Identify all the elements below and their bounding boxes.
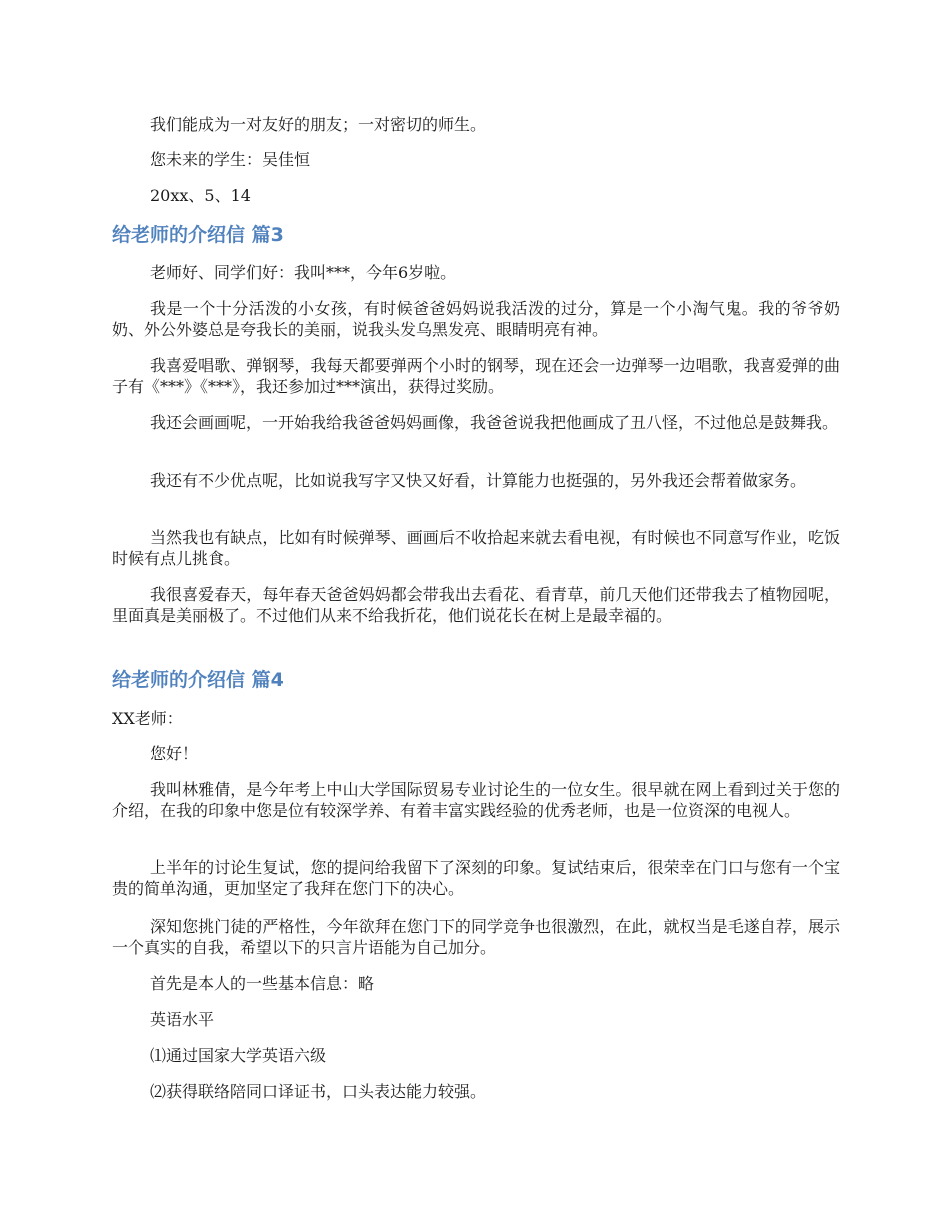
paragraph: 当然我也有缺点，比如有时候弹琴、画画后不收拾起来就去看电视，有时候也不同意写作业，吃饭时候有点儿挑食。 bbox=[112, 528, 840, 568]
paragraph: 我们能成为一对友好的朋友；一对密切的师生。 bbox=[150, 115, 487, 134]
list-item: ⑴通过国家大学英语六级 bbox=[150, 1046, 327, 1065]
salutation: XX老师： bbox=[112, 709, 183, 728]
section-heading-4: 给老师的介绍信 篇4 bbox=[112, 669, 284, 691]
paragraph: 我还会画画呢，一开始我给我爸爸妈妈画像，我爸爸说我把他画成了丑八怪，不过他总是鼓舞我。 bbox=[150, 413, 839, 432]
paragraph: 我很喜爱春天，每年春天爸爸妈妈都会带我出去看花、看青草，前几天他们还带我去了植物园呢，里面真是美丽极了。不过他们从来不给我折花，他们说花长在树上是最幸福的。 bbox=[112, 585, 840, 625]
paragraph: 我是一个十分活泼的小女孩，有时候爸爸妈妈说我活泼的过分，算是一个小淘气鬼。我的爷爷奶奶、外公外婆总是夸我长的美丽，说我头发乌黑发亮、眼睛明亮有神。 bbox=[112, 299, 840, 339]
list-item: ⑵获得联络陪同口译证书，口头表达能力较强。 bbox=[150, 1082, 487, 1101]
paragraph: 我还有不少优点呢，比如说我写字又快又好看，计算能力也挺强的，另外我还会帮着做家务。 bbox=[150, 471, 807, 490]
paragraph: 我喜爱唱歌、弹钢琴，我每天都要弹两个小时的钢琴，现在还会一边弹琴一边唱歌，我喜爱弹的曲子有《***》《***》，我还参加过***演出，获得过奖励。 bbox=[112, 356, 840, 396]
section-heading-3: 给老师的介绍信 篇3 bbox=[112, 224, 284, 246]
paragraph: 我叫林雅倩，是今年考上中山大学国际贸易专业讨论生的一位女生。很早就在网上看到过关于您的介绍，在我的印象中您是位有较深学养、有着丰富实践经验的优秀老师，也是一位资深的电视人。 bbox=[112, 780, 840, 820]
greeting: 您好！ bbox=[150, 744, 199, 763]
paragraph: 上半年的讨论生复试，您的提问给我留下了深刻的印象。复试结束后，很荣幸在门口与您有一个宝贵的简单沟通，更加坚定了我拜在您门下的决心。 bbox=[112, 858, 840, 898]
paragraph: 首先是本人的一些基本信息：略 bbox=[150, 974, 375, 993]
paragraph: 深知您挑门徒的严格性，今年欲拜在您门下的同学竞争也很激烈，在此，就权当是毛遂自荐，展示一个真实的自我，希望以下的只言片语能为自己加分。 bbox=[112, 917, 840, 957]
paragraph: 您未来的学生：吴佳恒 bbox=[150, 150, 311, 169]
paragraph: 20xx、5、14 bbox=[150, 186, 251, 205]
paragraph: 老师好、同学们好：我叫***，今年6岁啦。 bbox=[150, 263, 457, 282]
paragraph: 英语水平 bbox=[150, 1010, 215, 1029]
